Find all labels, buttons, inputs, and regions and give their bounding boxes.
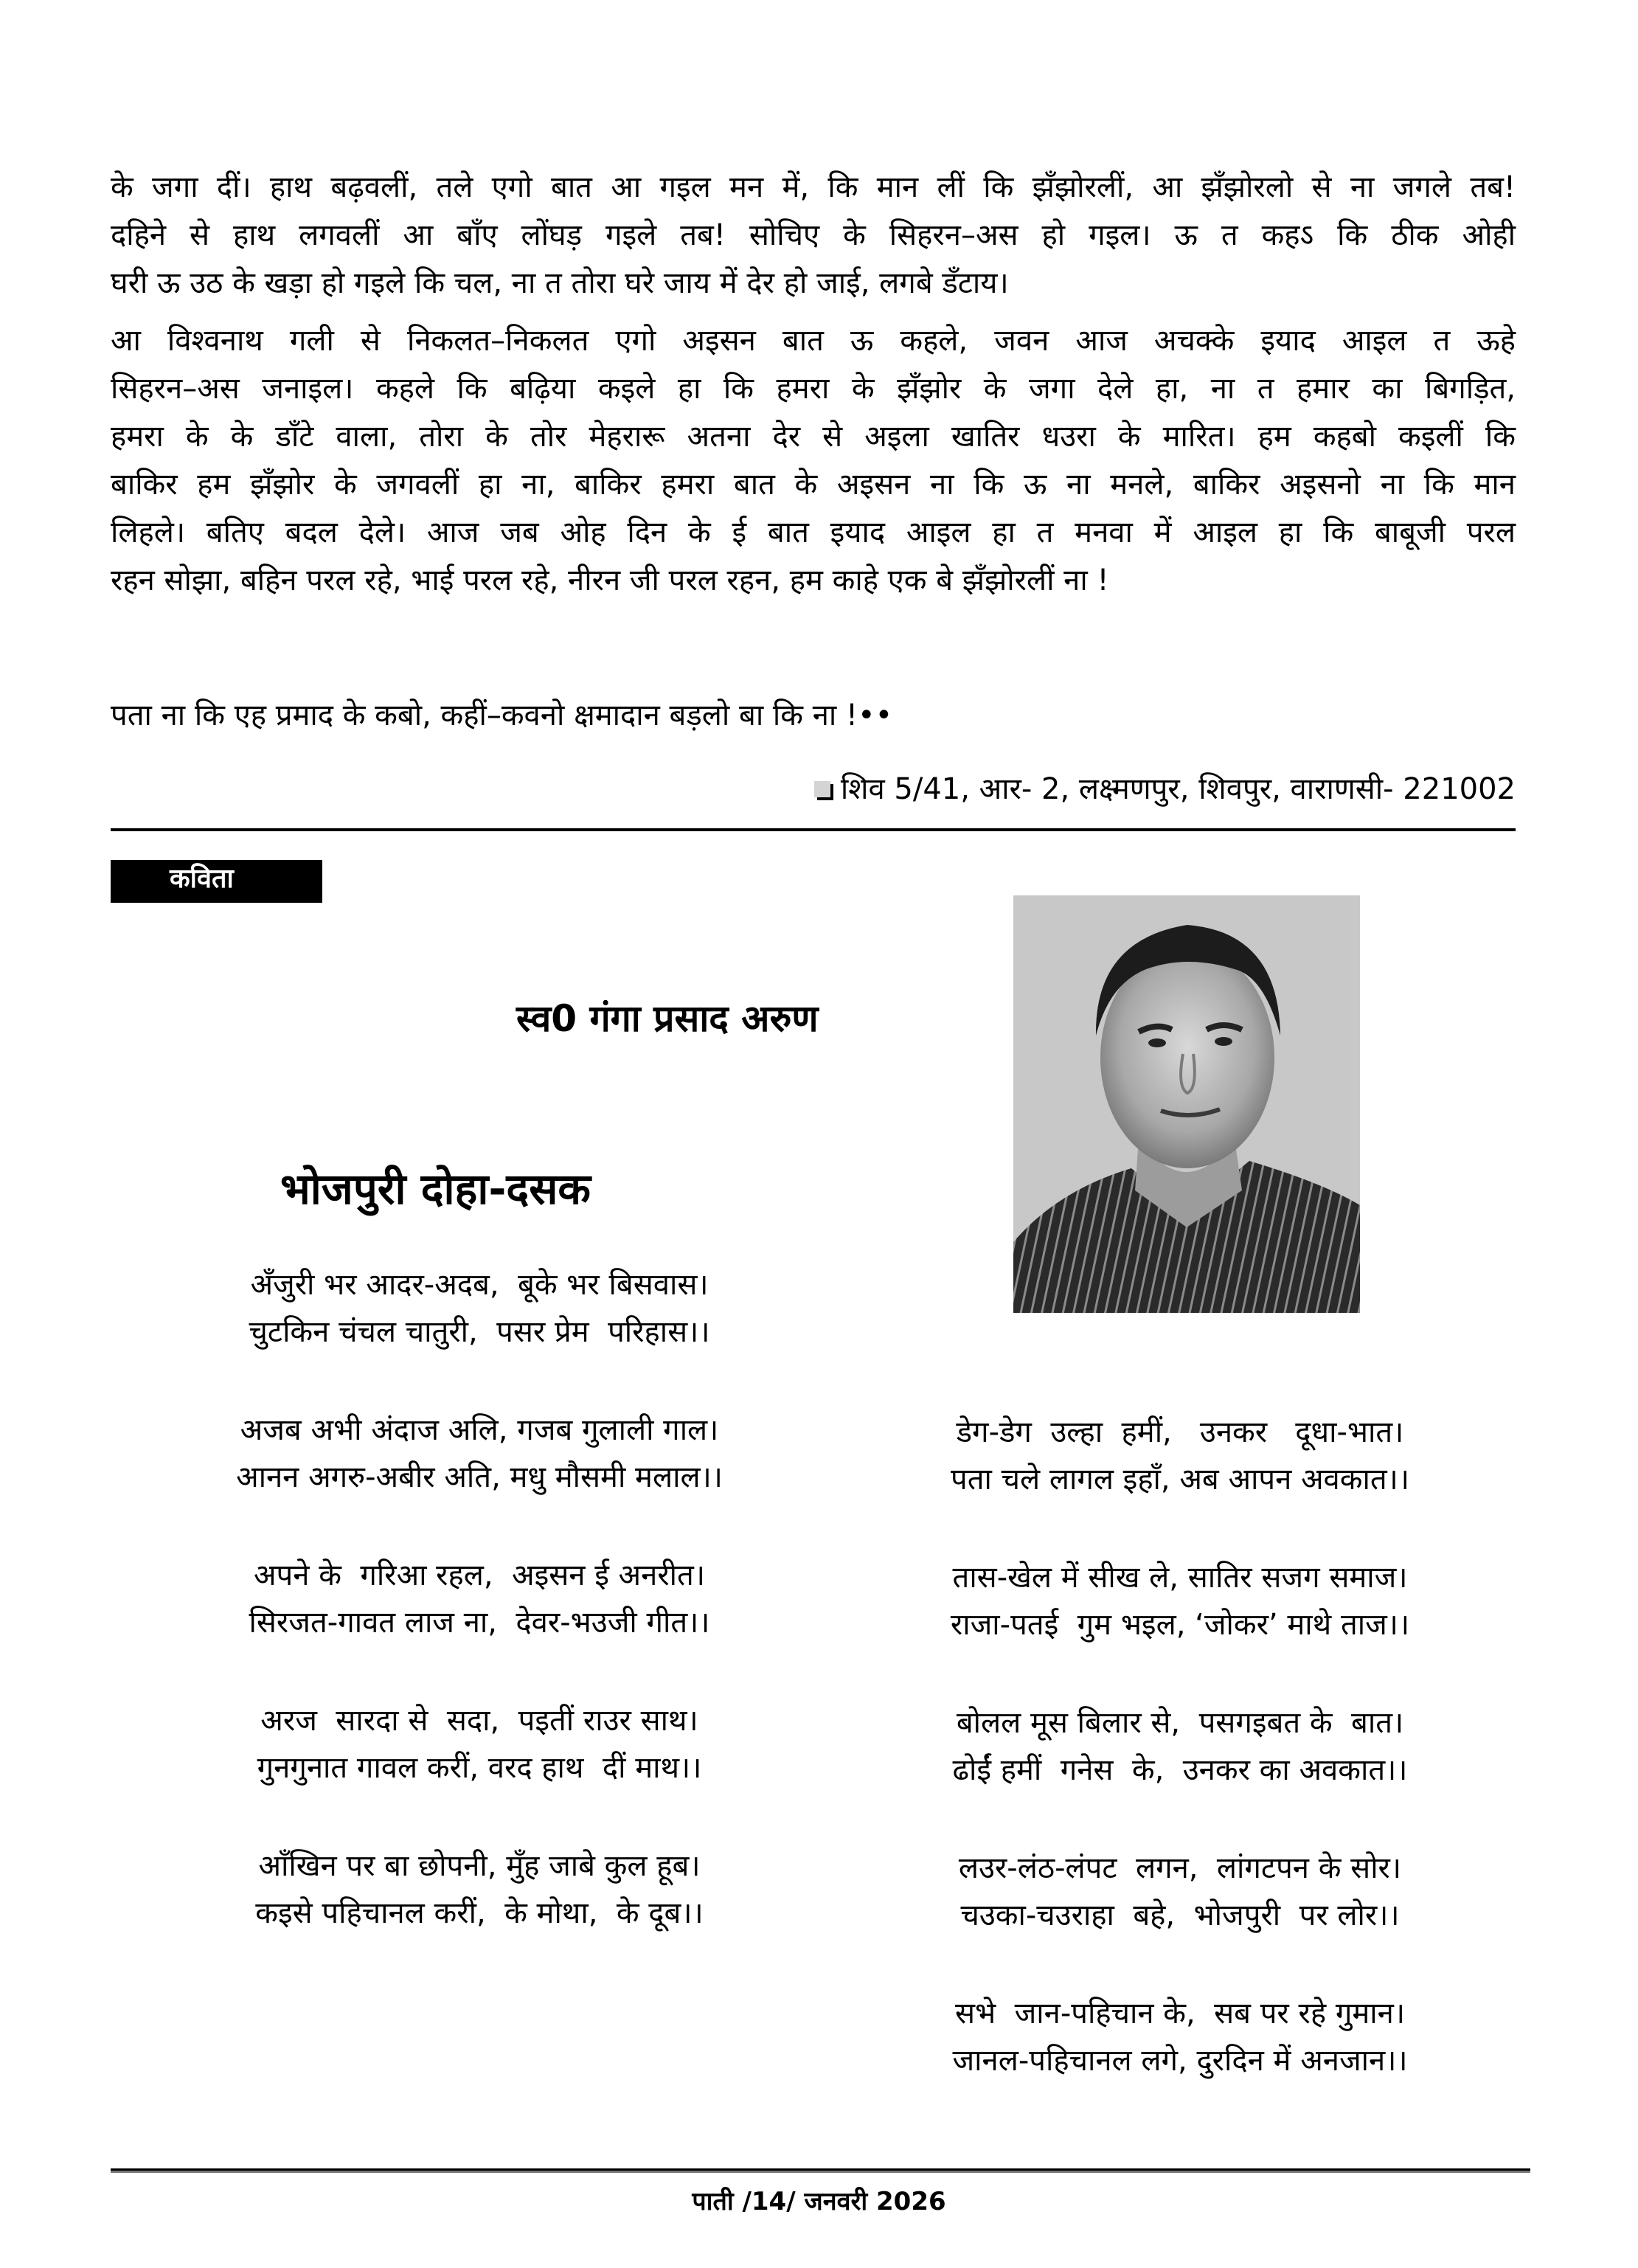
couplet [148,1697,811,1792]
couplet [848,1554,1512,1648]
verse-line: जानल-पहिचानल लगे, दुरदिन में अनजान।। [952,2044,1408,2078]
section-tag: कविता [111,860,322,903]
author-portrait-photo [1013,895,1360,1313]
verse-line: अरज सारदा से सदा, पइतीं राउर साथ। [260,1704,698,1738]
verse-line: चुटकिन चंचल चातुरी, पसर प्रेम परिहास।। [249,1315,710,1349]
couplet [848,1845,1512,1939]
couplet [148,1261,811,1356]
text-line: आ विश्वनाथ गली से निकलत–निकलत एगो अइसन बात ऊ कहले, जवन आज अचक्के इयाद आइल त ऊहे [111,324,1516,358]
verse-line: बोलल मूस बिलार से, पसगइबत के बात। [956,1706,1404,1740]
verse-line: आनन अगरु-अबीर अति, मधु मौसमी मलाल।। [236,1460,723,1494]
checkbox-bullet-icon [814,781,830,797]
couplet [848,1990,1512,2084]
article-paragraph-3 [111,692,1516,740]
couplets-right-column [848,1409,1512,2135]
couplet [148,1842,811,1937]
verse-line: कइसे पहिचानल करीं, के मोथा, के दूब।। [255,1896,704,1930]
verse-line: अपने के गरिआ रहल, अइसन ई अनरीत। [254,1558,705,1592]
text-line: के जगा दीं। हाथ बढ़वलीं, तले एगो बात आ गइल मन में, कि मान लीं कि झँझोरलीं, आ झँझोरलो से ना जगले तब! [111,170,1516,204]
couplet [848,1699,1512,1794]
verse-line: लउर-लंठ-लंपट लगन, लांगटपन के सोर। [958,1851,1402,1885]
text-line: सिहरन–अस जनाइल। कहले कि बढ़िया कइले हा कि हमरा के झँझोर के जगा देले हा, ना त हमार का बिगड़ित, [111,372,1516,406]
text-line: हमरा के के डाँटे वाला, तोरा के तोर मेहरारू अतना देर से अइला खातिर धउरा के मारित। हम कहबो कइलीं कि [111,420,1516,454]
verse-line: सभे जान-पहिचान के, सब पर रहे गुमान। [955,1997,1405,2031]
verse-line: सिरजत-गावत लाज ना, देवर-भउजी गीत।। [249,1606,710,1640]
verse-line: ढोईं हमीं गनेस के, उनकर का अवकात।। [952,1753,1408,1787]
verse-line: अँजुरी भर आदर-अदब, बूके भर बिसवास। [250,1268,709,1302]
verse-line: आँखिन पर बा छोपनी, मुँह जाबे कुल हूब। [258,1849,701,1883]
couplets-left-column [148,1261,811,1988]
verse-line: डेग-डेग उल्हा हमीं, उनकर दूधा-भात। [956,1415,1404,1449]
poem-title: भोजपुरी दोहा-दसक [280,1164,591,1214]
text-line: बाकिर हम झँझोर के जगवलीं हा ना, बाकिर हमरा बात के अइसन ना कि ऊ ना मनले, बाकिर अइसनो ना कि मान [111,468,1516,502]
article-paragraph-1 [111,164,1516,308]
verse-line: अजब अभी अंदाज अलि, गजब गुलाली गाल। [240,1413,719,1447]
couplet [848,1409,1512,1503]
author-address [814,767,1516,811]
couplet [148,1407,811,1501]
section-divider [111,828,1516,831]
text-line: पता ना कि एह प्रमाद के कबो, कहीं–कवनो क्षमादान बड़लो बा कि ना !•• [111,698,893,732]
text-line: रहन सोझा, बहिन परल रहे, भाई परल रहे, नीरन जी परल रहन, हम काहे एक बे झँझोरलीं ना ! [111,563,1109,597]
verse-line: पता चले लागल इहाँ, अब आपन अवकात।। [951,1463,1409,1497]
footer-divider [111,2168,1530,2171]
portrait-illustration [1013,895,1360,1313]
article-paragraph-2 [111,317,1516,605]
verse-line: राजा-पतई गुम भइल, ‘जोकर’ माथे ताज।। [950,1608,1410,1642]
verse-line: तास-खेल में सीख ले, सातिर सजग समाज। [952,1561,1408,1595]
verse-line: गुनगुनात गावल करीं, वरद हाथ दीं माथ।। [257,1751,702,1785]
page-footer: पाती /14/ जनवरी 2026 [692,2187,946,2216]
address-text: शिव 5/41, आर- 2, लक्ष्मणपुर, शिवपुर, वाराणसी- 221002 [840,772,1516,806]
text-line: दहिने से हाथ लगवलीं आ बाँए लोंघड़ गइले तब! सोचिए के सिहरन–अस हो गइल। ऊ त कहऽ कि ठीक ओही [111,218,1516,252]
verse-line: चउका-चउराहा बहे, भोजपुरी पर लोर।। [960,1898,1400,1932]
poet-name: स्व0 गंगा प्रसाद अरुण [516,997,819,1040]
text-line: घरी ऊ उठ के खड़ा हो गइले कि चल, ना त तोरा घरे जाय में देर हो जाई, लगबे डँटाय। [111,266,1009,300]
text-line: लिहले। बतिए बदल देले। आज जब ओह दिन के ई बात इयाद आइल हा त मनवा में आइल हा कि बाबूजी परल [111,516,1516,549]
couplet [148,1552,811,1646]
